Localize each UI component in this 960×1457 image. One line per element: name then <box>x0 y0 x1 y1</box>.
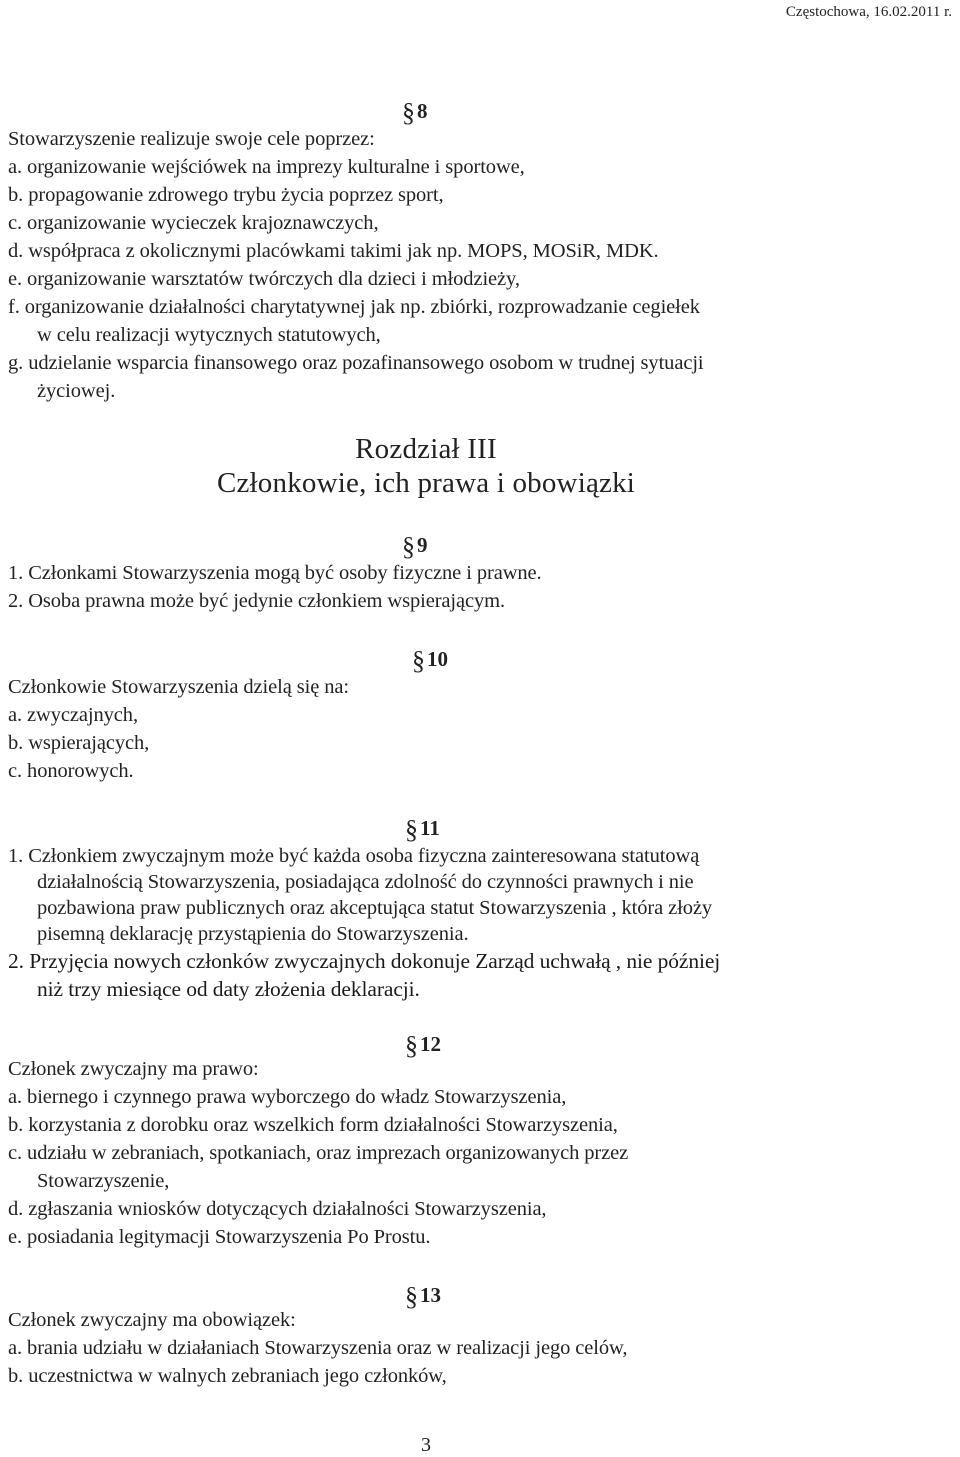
section-12-intro: Członek zwyczajny ma prawo: <box>8 1058 259 1080</box>
section-9-item: 1. Członkami Stowarzyszenia mogą być osoby fizyczne i prawne. <box>8 562 542 584</box>
section-9-item: 2. Osoba prawna może być jedynie członkiem wspierającym. <box>8 590 506 612</box>
section-8-item-continued: życiowej. <box>37 380 116 402</box>
section-9-heading: §9 <box>402 532 428 561</box>
section-13-heading: §13 <box>405 1282 441 1311</box>
section-12-item: d. zgłaszania wniosków dotyczących działalności Stowarzyszenia, <box>8 1198 547 1220</box>
document-header-date: Częstochowa, 16.02.2011 r. <box>785 4 952 20</box>
section-10-heading: §10 <box>412 646 448 675</box>
section-13-item: b. uczestnictwa w walnych zebraniach jego członków, <box>8 1365 447 1387</box>
section-8-item: g. udzielanie wsparcia finansowego oraz pozafinansowego osobom w trudnej sytuacji <box>8 352 704 374</box>
section-8-item: e. organizowanie warsztatów twórczych dla dzieci i młodzieży, <box>8 268 520 290</box>
section-13-intro: Członek zwyczajny ma obowiązek: <box>8 1309 296 1331</box>
section-12-item: e. posiadania legitymacji Stowarzyszenia Po Prostu. <box>8 1226 431 1248</box>
section-11-item-continued: pisemną deklarację przystąpienia do Stowarzyszenia. <box>37 923 469 945</box>
section-11-heading: §11 <box>405 815 440 844</box>
section-13-item: a. brania udziału w działaniach Stowarzyszenia oraz w realizacji jego celów, <box>8 1337 628 1359</box>
section-8-item: a. organizowanie wejściówek na imprezy kulturalne i sportowe, <box>8 156 525 178</box>
section-8-item: d. współpraca z okolicznymi placówkami takimi jak np. MOPS, MOSiR, MDK. <box>8 240 659 262</box>
section-8-item-continued: w celu realizacji wytycznych statutowych, <box>37 324 381 346</box>
section-11-item: 2. Przyjęcia nowych członków zwyczajnych dokonuje Zarząd uchwałą , nie później <box>8 949 721 973</box>
section-11-item-continued: niż trzy miesiące od daty złożenia deklaracji. <box>37 977 420 1001</box>
section-11-item-continued: działalnością Stowarzyszenia, posiadająca zdolność do czynności prawnych i nie <box>37 871 694 893</box>
section-8-intro: Stowarzyszenie realizuje swoje cele poprzez: <box>8 128 375 150</box>
section-8-item: c. organizowanie wycieczek krajoznawczych, <box>8 212 379 234</box>
chapter-number: Rozdział III <box>355 433 497 465</box>
section-12-heading: §12 <box>405 1031 441 1060</box>
page-number: 3 <box>421 1434 431 1456</box>
section-11-item-continued: pozbawiona praw publicznych oraz akceptująca statut Stowarzyszenia , która złoży <box>37 897 713 919</box>
chapter-title: Członkowie, ich prawa i obowiązki <box>216 467 636 499</box>
section-12-item: c. udziału w zebraniach, spotkaniach, oraz imprezach organizowanych przez <box>8 1142 629 1164</box>
section-11-item: 1. Członkiem zwyczajnym może być każda osoba fizyczna zainteresowana statutową <box>8 845 700 867</box>
section-8-item: f. organizowanie działalności charytatywnej jak np. zbiórki, rozprowadzanie cegiełek <box>8 296 700 318</box>
section-10-item: a. zwyczajnych, <box>8 704 138 726</box>
section-12-item-continued: Stowarzyszenie, <box>37 1170 170 1192</box>
section-12-item: b. korzystania z dorobku oraz wszelkich form działalności Stowarzyszenia, <box>8 1114 618 1136</box>
section-10-intro: Członkowie Stowarzyszenia dzielą się na: <box>8 676 349 698</box>
section-8-item: b. propagowanie zdrowego trybu życia poprzez sport, <box>8 184 444 206</box>
section-8-heading: §8 <box>402 98 428 127</box>
section-10-item: c. honorowych. <box>8 760 134 782</box>
section-10-item: b. wspierających, <box>8 732 150 754</box>
section-12-item: a. biernego i czynnego prawa wyborczego do władz Stowarzyszenia, <box>8 1086 567 1108</box>
